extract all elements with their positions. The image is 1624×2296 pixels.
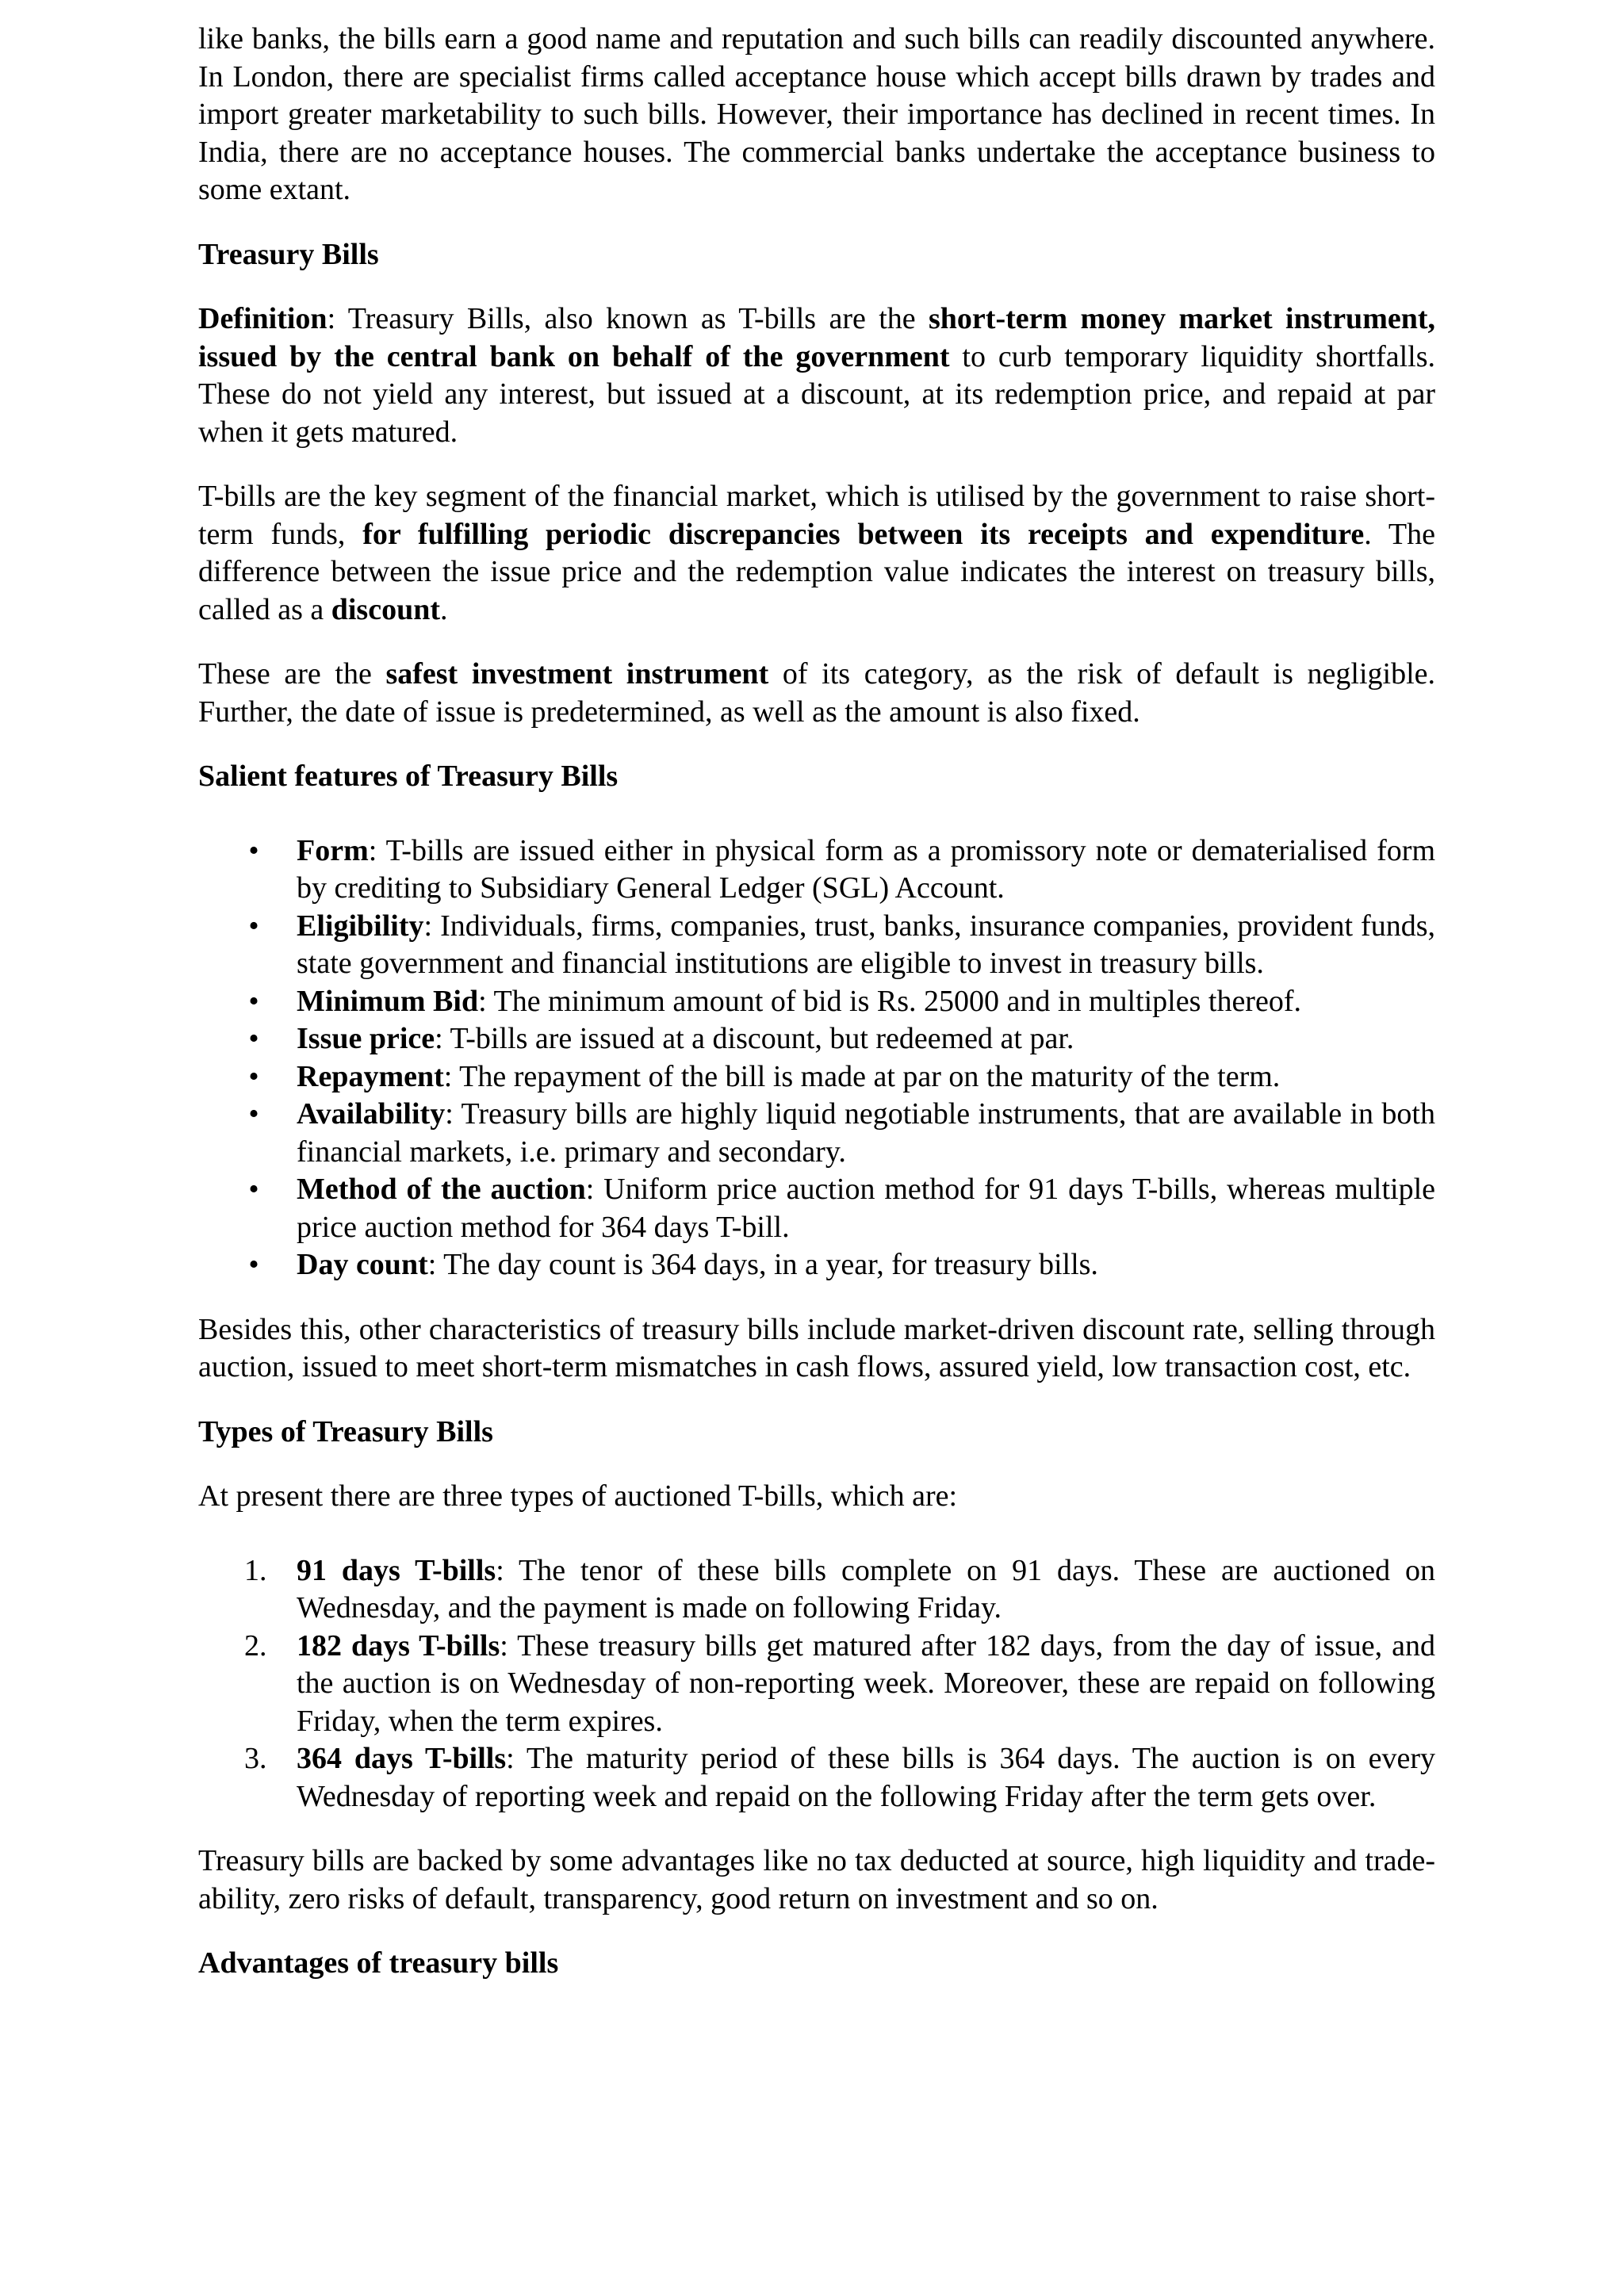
list-item bbox=[198, 832, 1435, 908]
type-label: 91 days T-bills bbox=[297, 1553, 496, 1587]
safest-bold-1: safest investment instrument bbox=[385, 657, 769, 691]
feature-text: : The repayment of the bill is made at par on the maturity of the term. bbox=[443, 1059, 1281, 1093]
list-item bbox=[198, 1628, 1435, 1741]
segment-bold-1: for fulfilling periodic discrepancies between its receipts and expenditure bbox=[362, 517, 1365, 551]
bullet-icon: • bbox=[248, 1173, 259, 1206]
segment-text-1: T-bills are the key segment of the financial market, which is utilised by the government to raise short-term funds, bbox=[198, 480, 1435, 551]
segment-text-2: . The difference between the issue price and the redemption value indicates the interest on treasury bills, called as a bbox=[198, 517, 1435, 626]
feature-label: Eligibility bbox=[297, 909, 424, 943]
advantages-paragraph: Treasury bills are backed by some advantages like no tax deducted at source, high liquidity and trade-ability, zero risks of default, transparency, good return on investment and so on. bbox=[198, 1844, 1435, 1915]
feature-text: : T-bills are issued either in physical form as a promissory note or dematerialised form by crediting to Subsidiary General Ledger (SGL) Account. bbox=[297, 833, 1435, 905]
treasury-bills-heading: Treasury Bills bbox=[198, 237, 379, 271]
feature-label: Minimum Bid bbox=[297, 984, 479, 1018]
definition-label: Definition bbox=[198, 302, 327, 335]
feature-text: : The day count is 364 days, in a year, for treasury bills. bbox=[427, 1248, 1098, 1281]
list-item bbox=[198, 1246, 1435, 1284]
feature-text: : T-bills are issued at a discount, but redeemed at par. bbox=[435, 1022, 1074, 1055]
list-item bbox=[198, 1171, 1435, 1246]
type-label: 182 days T-bills bbox=[297, 1628, 500, 1663]
list-number: 2. bbox=[244, 1628, 267, 1663]
feature-text: : The minimum amount of bid is Rs. 25000 and in multiples thereof. bbox=[478, 984, 1301, 1018]
list-item bbox=[198, 983, 1435, 1021]
definition-text-1: : Treasury Bills, also known as T-bills are the bbox=[327, 302, 929, 335]
advantages-heading: Advantages of treasury bills bbox=[198, 1946, 559, 1980]
bullet-icon: • bbox=[248, 1097, 259, 1131]
feature-text: : Individuals, firms, companies, trust, banks, insurance companies, provident funds, state government and financial institutions are eligible to invest in treasury bills. bbox=[297, 909, 1435, 980]
safest-text-1: These are the bbox=[198, 657, 386, 691]
definition-bold-1: short-term money market instrument, issued by the central bank on behalf of the government bbox=[198, 302, 1435, 373]
type-text: : These treasury bills get matured after 182 days, from the day of issue, and the auction is on Wednesday of non-reporting week. Moreover, these are repaid on following Friday, when the term expires. bbox=[297, 1628, 1435, 1738]
bullet-icon: • bbox=[248, 909, 259, 943]
list-item bbox=[198, 1096, 1435, 1171]
features-heading: Salient features of Treasury Bills bbox=[198, 760, 619, 793]
segment-paragraph bbox=[198, 478, 1435, 629]
feature-text: : Uniform price auction method for 91 days T-bills, whereas multiple price auction method for 364 days T-bill. bbox=[297, 1173, 1436, 1244]
besides-paragraph: Besides this, other characteristics of treasury bills include market-driven discount rate, selling through auction, issued to meet short-term mismatches in cash flows, assured yield, low transaction cost, etc. bbox=[198, 1312, 1435, 1383]
bullet-icon: • bbox=[248, 1022, 259, 1055]
safest-paragraph bbox=[198, 656, 1435, 731]
feature-label: Issue price bbox=[297, 1022, 435, 1055]
definition-paragraph bbox=[198, 300, 1435, 451]
list-item bbox=[198, 1552, 1435, 1628]
list-number: 1. bbox=[244, 1553, 267, 1587]
bullet-icon: • bbox=[248, 1059, 259, 1093]
feature-label: Form bbox=[297, 833, 369, 867]
feature-label: Repayment bbox=[297, 1059, 444, 1093]
type-text: : The maturity period of these bills is 364 days. The auction is on every Wednesday of reporting week and repaid on the following Friday after the term gets over. bbox=[297, 1742, 1435, 1813]
feature-label: Availability bbox=[297, 1097, 446, 1131]
segment-bold-2: discount bbox=[331, 592, 441, 626]
bullet-icon: • bbox=[248, 1248, 259, 1281]
types-list bbox=[198, 1543, 1435, 1816]
features-list bbox=[198, 823, 1435, 1284]
feature-label: Day count bbox=[297, 1248, 428, 1281]
types-heading: Types of Treasury Bills bbox=[198, 1414, 493, 1448]
definition-text-2: to curb temporary liquidity shortfalls. These do not yield any interest, but issued at a discount, at its redemption price, and repaid at par when it gets matured. bbox=[198, 339, 1435, 449]
list-item bbox=[198, 1058, 1435, 1096]
feature-label: Method of the auction bbox=[297, 1173, 586, 1206]
intro-paragraph: like banks, the bills earn a good name and reputation and such bills can readily discounted anywhere. In London, there are specialist firms called acceptance house which accept bills drawn by trades and import greater marketability to such bills. However, their importance has declined in recent times. In India, there are no acceptance houses. The commercial banks undertake the acceptance business to some extant. bbox=[198, 22, 1435, 206]
list-item bbox=[198, 908, 1435, 983]
safest-text-2: of its category, as the risk of default is negligible. Further, the date of issue is predetermined, as well as the amount is also fixed. bbox=[198, 657, 1436, 729]
segment-text-3: . bbox=[440, 592, 448, 626]
list-item bbox=[198, 1020, 1435, 1058]
feature-text: : Treasury bills are highly liquid negotiable instruments, that are available in both financial markets, i.e. primary and secondary. bbox=[297, 1097, 1435, 1169]
bullet-icon: • bbox=[248, 833, 259, 867]
list-item bbox=[198, 1740, 1435, 1816]
type-label: 364 days T-bills bbox=[297, 1742, 507, 1775]
type-text: : The tenor of these bills complete on 91 days. These are auctioned on Wednesday, and the payment is made on following Friday. bbox=[297, 1553, 1436, 1624]
types-intro: At present there are three types of auctioned T-bills, which are: bbox=[198, 1479, 958, 1513]
list-number: 3. bbox=[244, 1742, 267, 1775]
bullet-icon: • bbox=[248, 984, 259, 1018]
